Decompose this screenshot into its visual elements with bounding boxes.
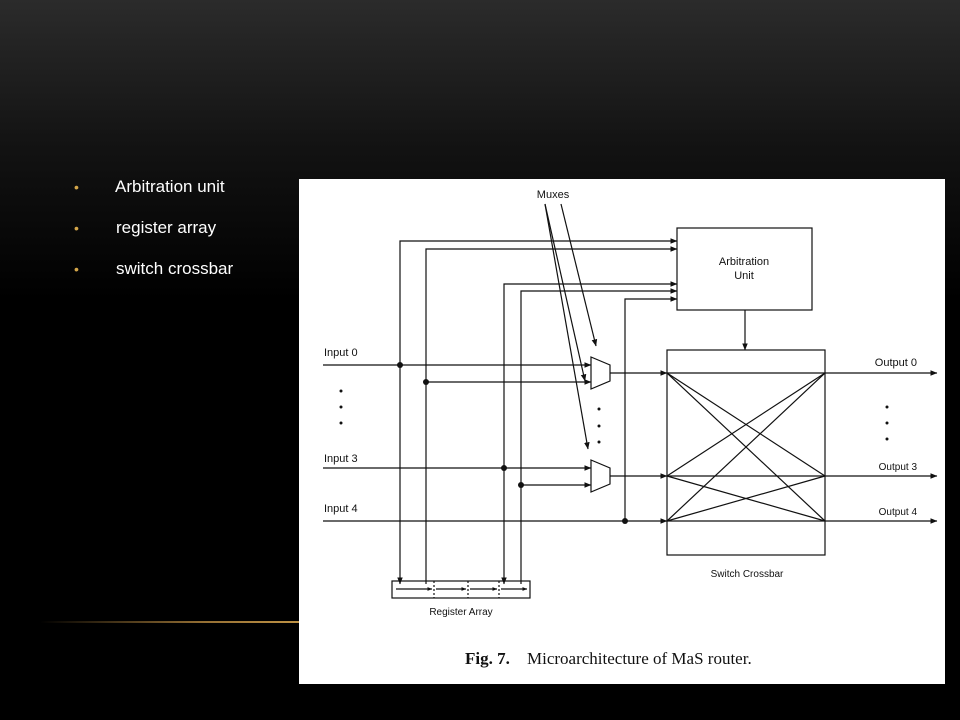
router-diagram-figure	[299, 179, 945, 684]
output-3-label: Output 3	[878, 462, 917, 473]
muxes-label: Muxes	[536, 189, 570, 201]
mux-0	[591, 357, 610, 389]
input-0-label: Input 0	[324, 347, 358, 359]
input-4-label: Input 4	[324, 503, 358, 515]
bullet-text: switch crossbar	[116, 259, 234, 278]
output-0-label: Output 0	[874, 357, 917, 369]
output-4-label: Output 4	[878, 507, 917, 518]
mux-3	[591, 460, 610, 492]
bullet-text: register array	[116, 218, 217, 237]
arbitration-label-line2: Unit	[734, 270, 754, 282]
router-diagram	[299, 179, 945, 684]
switch-crossbar-label: Switch Crossbar	[710, 569, 784, 580]
bullet-dot-icon: •	[74, 261, 79, 277]
register-array-label: Register Array	[429, 607, 493, 618]
arbitration-label-line1: Arbitration	[718, 256, 770, 268]
ellipsis-dots	[340, 390, 889, 444]
decorative-accent-line	[40, 621, 340, 623]
input-3-label: Input 3	[324, 453, 358, 465]
arbitration-unit-box	[677, 228, 812, 310]
bullet-dot-icon: •	[74, 220, 79, 236]
figure-caption-number: Fig. 7.	[465, 649, 510, 668]
switch-crossbar-box	[667, 350, 825, 555]
crossbar-connections	[667, 373, 825, 521]
figure-caption-text: Microarchitecture of MaS router.	[527, 649, 752, 668]
bullet-dot-icon: •	[74, 179, 79, 195]
bullet-text: Arbitration unit	[115, 177, 225, 196]
